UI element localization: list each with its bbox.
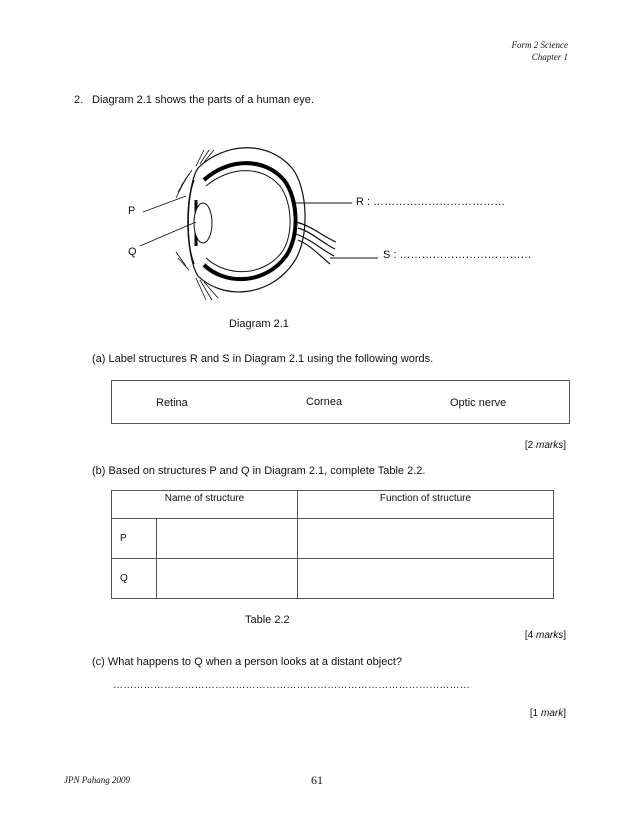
row-q-function-cell[interactable] (298, 559, 554, 599)
label-s: S : ……………………………… (383, 249, 532, 261)
word-retina: Retina (156, 397, 188, 409)
label-p: P (128, 205, 136, 217)
label-r: R : ……………………………… (356, 196, 506, 208)
word-box (111, 380, 570, 424)
part-b-marks: [4 marks] (524, 630, 566, 641)
col-function-header: Function of structure (298, 491, 554, 519)
row-p-label: P (112, 519, 157, 559)
word-cornea: Cornea (306, 396, 343, 408)
header-subject: Form 2 Science (511, 40, 568, 50)
label-q: Q (128, 246, 137, 258)
row-q-name-cell[interactable] (157, 559, 298, 599)
footer-left: JPN Pahang 2009 (64, 775, 130, 785)
table-header-row (112, 491, 554, 519)
row-p-function-cell[interactable] (298, 519, 554, 559)
table-row-p (112, 519, 554, 559)
part-c-answer-line[interactable]: …………………………………………………………………………………………… (113, 680, 470, 691)
part-b-question: (b) Based on structures P and Q in Diagram 2.1, complete Table 2.2. (92, 465, 426, 477)
eye-diagram (0, 0, 638, 330)
question-number: 2. (74, 94, 84, 106)
page-number: 61 (311, 773, 323, 787)
row-p-name-cell[interactable] (157, 519, 298, 559)
retina-band (204, 163, 296, 279)
part-a-question: (a) Label structures R and S in Diagram 2.1 using the following words. (92, 353, 434, 365)
table-caption: Table 2.2 (245, 614, 290, 626)
part-c-question: (c) What happens to Q when a person looks at a distant object? (92, 656, 403, 668)
leader-p (143, 196, 186, 212)
diagram-caption: Diagram 2.1 (229, 318, 289, 330)
word-optic-nerve: Optic nerve (450, 397, 507, 409)
cornea-inner (188, 180, 194, 264)
table-row-q (112, 559, 554, 599)
part-c-marks: [1 mark] (529, 708, 566, 719)
inner-layer (206, 171, 290, 272)
lens-shape (194, 203, 212, 243)
question-intro: Diagram 2.1 shows the parts of a human eye. (92, 94, 314, 106)
col-name-header: Name of structure (112, 491, 298, 519)
row-q-label: Q (112, 559, 157, 599)
table-2-2 (111, 490, 554, 599)
part-a-marks: [2 marks] (524, 440, 566, 451)
header-chapter: Chapter 1 (531, 52, 568, 62)
